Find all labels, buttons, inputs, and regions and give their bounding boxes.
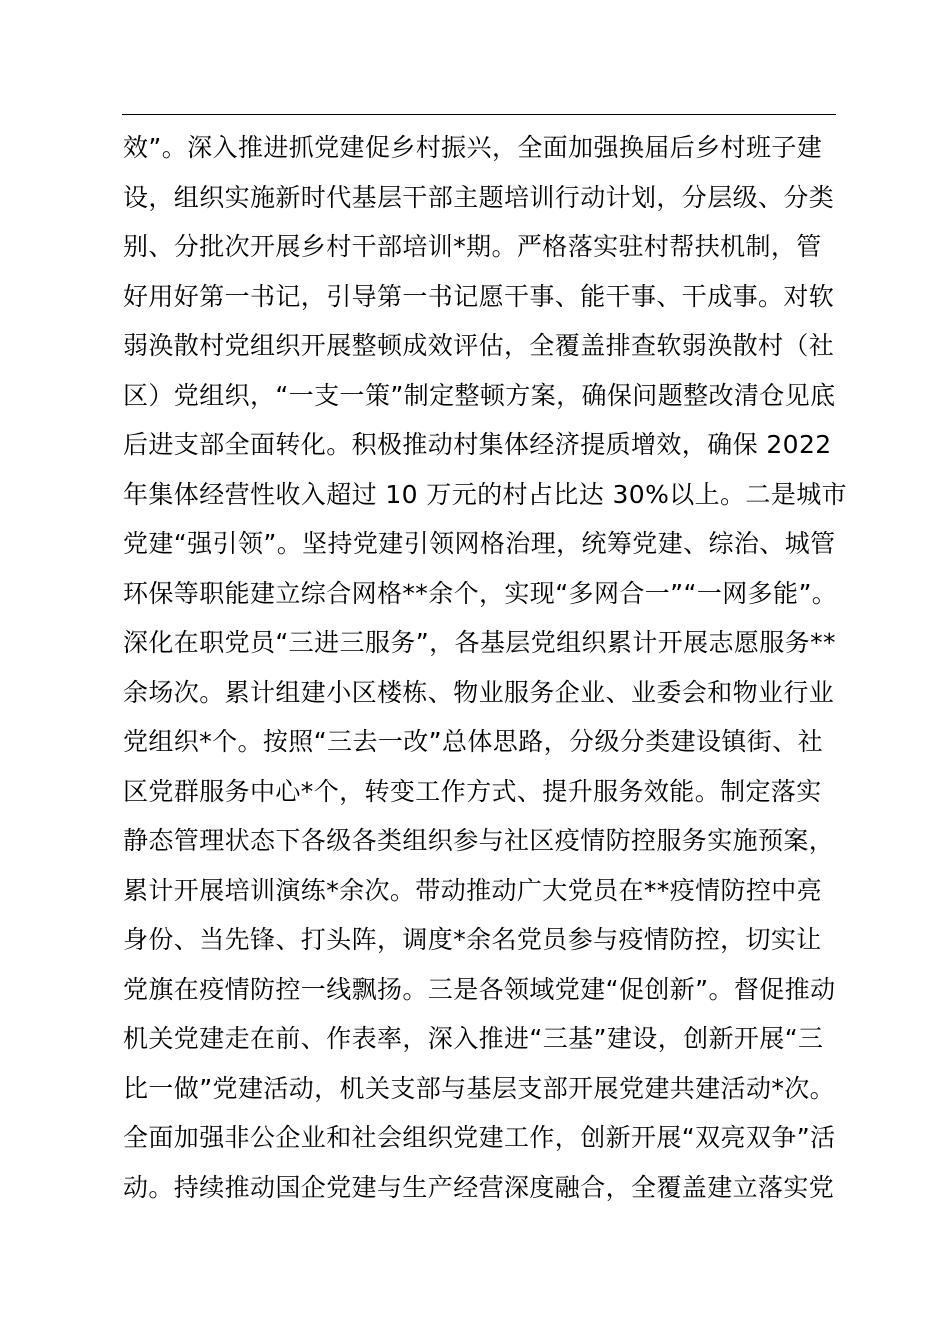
text-line: 后进支部全面转化。积极推动村集体经济提质增效，确保 2022 [123, 430, 832, 459]
header-rule [122, 114, 836, 115]
text-line: 党组织*个。按照“三去一改”总体思路，分级分类建设镇街、社 [123, 727, 824, 756]
text-line: 全面加强非公企业和社会组织党建工作，创新开展“双亮双争”活 [123, 1123, 836, 1152]
text-line: 党旗在疫情防控一线飘扬。三是各领域党建“促创新”。督促推动 [123, 974, 836, 1004]
text-line: 累计开展培训演练*余次。带动推动广大党员在**疫情防控中亮 [123, 875, 823, 905]
text-line: 动。持续推动国企党建与生产经营深度融合，全覆盖建立落实党 [123, 1172, 835, 1202]
text-line: 年集体经营性收入超过 10 万元的村占比达 30%以上。二是城市 [123, 479, 848, 509]
text-line: 身份、当先锋、打头阵，调度*余名党员参与疫情防控，切实让 [123, 925, 822, 954]
text-line: 区）党组织，“一支一策”制定整顿方案，确保问题整改清仓见底 [123, 380, 836, 410]
text-line: 区党群服务中心*个，转变工作方式、提升服务效能。制定落实 [123, 776, 822, 806]
text-line: 设，组织实施新时代基层干部主题培训行动计划，分层级、分类 [123, 182, 835, 212]
text-line: 静态管理状态下各级各类组织参与社区疫情防控服务实施预案， [123, 826, 835, 855]
text-line: 别、分批次开展乡村干部培训*期。严格落实驻村帮扶机制，管 [123, 232, 822, 261]
text-line: 环保等职能建立综合网格**余个，实现“多网合一”“一网多能”。 [123, 578, 838, 608]
text-line: 效”。深入推进抓党建促乡村振兴，全面加强换届后乡村班子建 [123, 133, 823, 162]
text-line: 比一做”党建活动，机关支部与基层支部开展党建共建活动*次。 [123, 1073, 836, 1103]
text-line: 机关党建走在前、作表率，深入推进“三基”建设，创新开展“三 [123, 1024, 824, 1053]
text-line: 党建“强引领”。坚持党建引领网格治理，统筹党建、综治、城管 [123, 529, 836, 558]
body-paragraph [123, 123, 848, 1212]
text-line: 弱涣散村党组织开展整顿成效评估，全覆盖排查软弱涣散村（社 [123, 331, 835, 360]
text-line: 深化在职党员“三进三服务”，各基层党组织累计开展志愿服务** [123, 628, 836, 657]
text-line: 余场次。累计组建小区楼栋、物业服务企业、业委会和物业行业 [123, 677, 835, 707]
text-line: 好用好第一书记，引导第一书记愿干事、能干事、干成事。对软 [123, 281, 835, 311]
